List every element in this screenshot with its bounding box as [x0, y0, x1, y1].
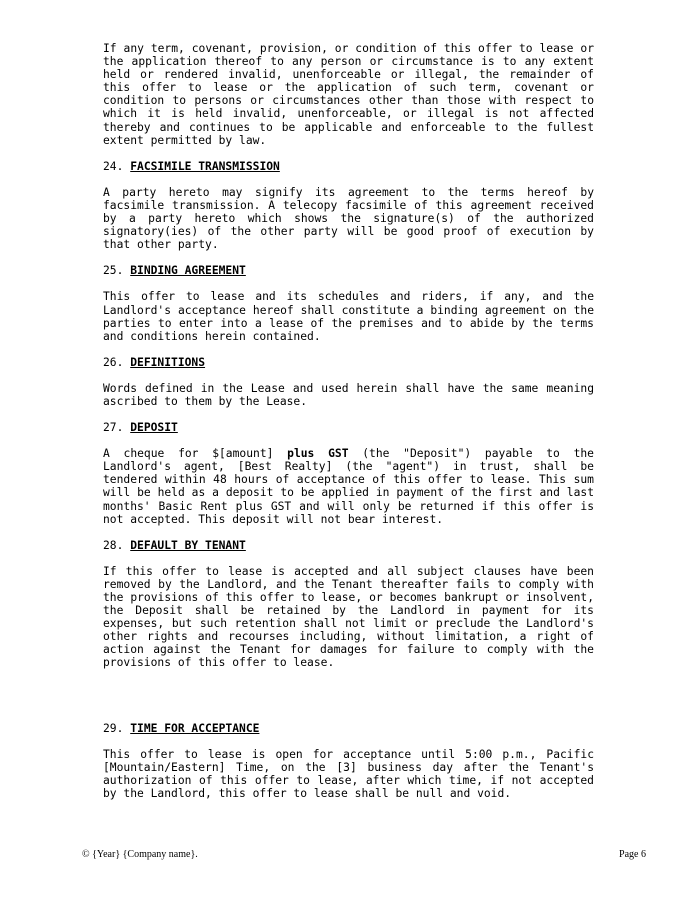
- section-body-28: If this offer to lease is accepted and all subject clauses have been removed by the Landlord, and the Tenant thereafter fails to comply with the provisions of this offer to lease, or becomes bankrupt or insolvent, the Deposit shall be retained by the Landlord in payment for its expenses, but such retention shall not limit or preclude the Landlord's other rights and recourses including, without limitation, a right of action against the Tenant for damages for failure to comply with the provisions of this offer to lease.: [103, 564, 594, 670]
- section-body-29: This offer to lease is open for acceptance until 5:00 p.m., Pacific [Mountain/Eastern] Time, on the [3] business day after the Tenant's authorization of this offer to lease, after which time, if not accepted by the Landlord, this offer to lease shall be null and void.: [103, 747, 594, 800]
- section-title: FACSIMILE TRANSMISSION: [130, 159, 280, 173]
- section-heading-29: [103, 722, 594, 735]
- section-heading-24: [103, 160, 594, 173]
- deposit-text-bold: plus GST: [287, 447, 349, 461]
- section-body-26: Words defined in the Lease and used herein shall have the same meaning ascribed to them by the Lease.: [103, 381, 594, 408]
- section-heading-28: [103, 539, 594, 552]
- section-title: DEFINITIONS: [130, 355, 206, 369]
- section-number: 29.: [103, 721, 124, 735]
- section-title: DEPOSIT: [130, 421, 178, 435]
- deposit-text-start: A cheque for $[amount]: [103, 447, 288, 461]
- section-heading-27: [103, 421, 594, 434]
- section-number: 27.: [103, 421, 124, 435]
- section-number: 25.: [103, 264, 124, 278]
- document-body: [103, 42, 594, 813]
- section-body-24: A party hereto may signify its agreement to the terms hereof by facsimile transmission. A telecopy facsimile of this agreement received by a party hereto which shows the signature(s) of the authorized signatory(ies) of the other party will be good proof of execution by that other party.: [103, 185, 594, 252]
- section-heading-25: [103, 264, 594, 277]
- section-title: DEFAULT BY TENANT: [130, 538, 246, 552]
- section-heading-26: [103, 356, 594, 369]
- section-title: BINDING AGREEMENT: [130, 264, 246, 278]
- footer-page-number: Page 6: [619, 849, 646, 860]
- deposit-text-end: (the "Deposit") payable to the Landlord's agent, [Best Realty] (the "agent") in trust, shall be tendered within 48 hours of acceptance of this offer to lease. This sum will be held as a deposit to be applied in payment of the first and last months' Basic Rent plus GST and will only be returned if this offer is not accepted. This deposit will not bear interest.: [103, 447, 594, 526]
- section-number: 24.: [103, 159, 124, 173]
- section-number: 28.: [103, 538, 124, 552]
- blank-space: [103, 683, 594, 722]
- section-body-25: This offer to lease and its schedules and riders, if any, and the Landlord's acceptance hereof shall constitute a binding agreement on the parties to enter into a lease of the premises and to abide by the terms and conditions herein contained.: [103, 290, 594, 343]
- severability-paragraph: If any term, covenant, provision, or condition of this offer to lease or the application thereof to any person or circumstance is to any extent held or rendered invalid, unenforceable or illegal, the remainder of this offer to lease or the application of such term, covenant or condition to persons or circumstances other than those with respect to which it is held invalid, unenforceable, or illegal is not affected thereby and continues to be applicable and enforceable to the fullest extent permitted by law.: [103, 42, 594, 147]
- section-title: TIME FOR ACCEPTANCE: [130, 721, 260, 735]
- footer-copyright: © {Year} {Company name}.: [82, 849, 198, 860]
- section-number: 26.: [103, 355, 124, 369]
- section-body-27: [103, 447, 594, 526]
